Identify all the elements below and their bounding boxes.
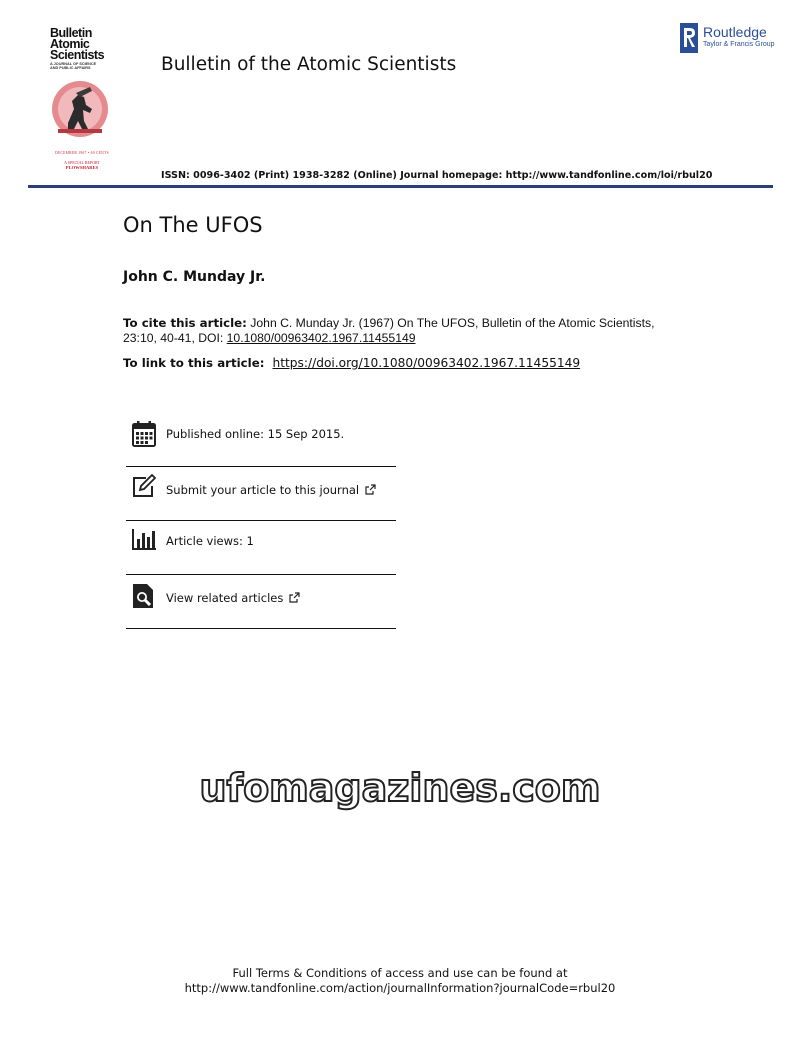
publisher-group: Taylor & Francis Group	[703, 41, 775, 48]
bar-chart-icon	[132, 527, 156, 553]
related-articles-link[interactable]: View related articles	[166, 591, 300, 605]
article-views: Article views: 1	[166, 534, 254, 548]
header-divider	[28, 185, 773, 188]
cite-text: John C. Munday Jr. (1967) On The UFOS, Bulletin of the Atomic Scientists, 23:10, 40-41, DOI:	[123, 316, 655, 345]
article-title: On The UFOS	[123, 213, 263, 237]
info-views	[126, 521, 396, 575]
watermark: ufomagazines.com	[199, 766, 601, 810]
info-published	[126, 413, 396, 467]
external-link-icon	[365, 484, 376, 495]
journal-cover	[50, 28, 114, 170]
link-label: To link to this article:	[123, 356, 269, 370]
footer-terms: Full Terms & Conditions of access and use can be found at	[232, 966, 568, 980]
issn-line: ISSN: 0096-3402 (Print) 1938-3282 (Online) Journal homepage: http://www.tandfonline.com/loi/rbul20	[161, 170, 713, 181]
submit-article-link[interactable]: Submit your article to this journal	[166, 483, 376, 497]
publisher-logo[interactable]	[680, 22, 780, 54]
footer-terms-link[interactable]: http://www.tandfonline.com/action/journalInformation?journalCode=rbul20	[184, 981, 616, 995]
divider	[126, 628, 396, 630]
article-doi-link[interactable]: https://doi.org/10.1080/00963402.1967.11455149	[272, 356, 581, 370]
journal-title: Bulletin of the Atomic Scientists	[161, 54, 457, 75]
cover-subtitle: A JOURNAL OF SCIENCE AND PUBLIC AFFAIRS	[50, 62, 97, 71]
cite-label: To cite this article:	[123, 316, 247, 330]
calendar-icon	[132, 421, 156, 447]
cite-doi-link[interactable]: 10.1080/00963402.1967.11455149	[226, 331, 416, 345]
journal-homepage-link[interactable]: http://www.tandfonline.com/loi/rbul20	[505, 170, 713, 181]
footer	[0, 966, 800, 996]
publisher-name: Routledge	[703, 24, 767, 40]
cover-report: A SPECIAL REPORT PLOWSHARES	[64, 159, 100, 170]
routledge-r-icon	[680, 23, 698, 53]
cover-illustration	[50, 79, 110, 139]
info-submit[interactable]	[126, 467, 396, 521]
search-document-icon	[132, 583, 156, 609]
article-link	[123, 356, 580, 370]
info-related[interactable]	[126, 575, 396, 629]
published-date: Published online: 15 Sep 2015.	[166, 427, 345, 441]
cover-date: DECEMBER 1967 • 60 CENTS	[55, 150, 109, 155]
edit-icon	[132, 474, 156, 500]
external-link-icon	[289, 592, 300, 603]
article-author: John C. Munday Jr.	[123, 269, 266, 285]
cover-title: Bulletin Atomic Scientists	[50, 26, 105, 62]
citation	[123, 316, 683, 346]
